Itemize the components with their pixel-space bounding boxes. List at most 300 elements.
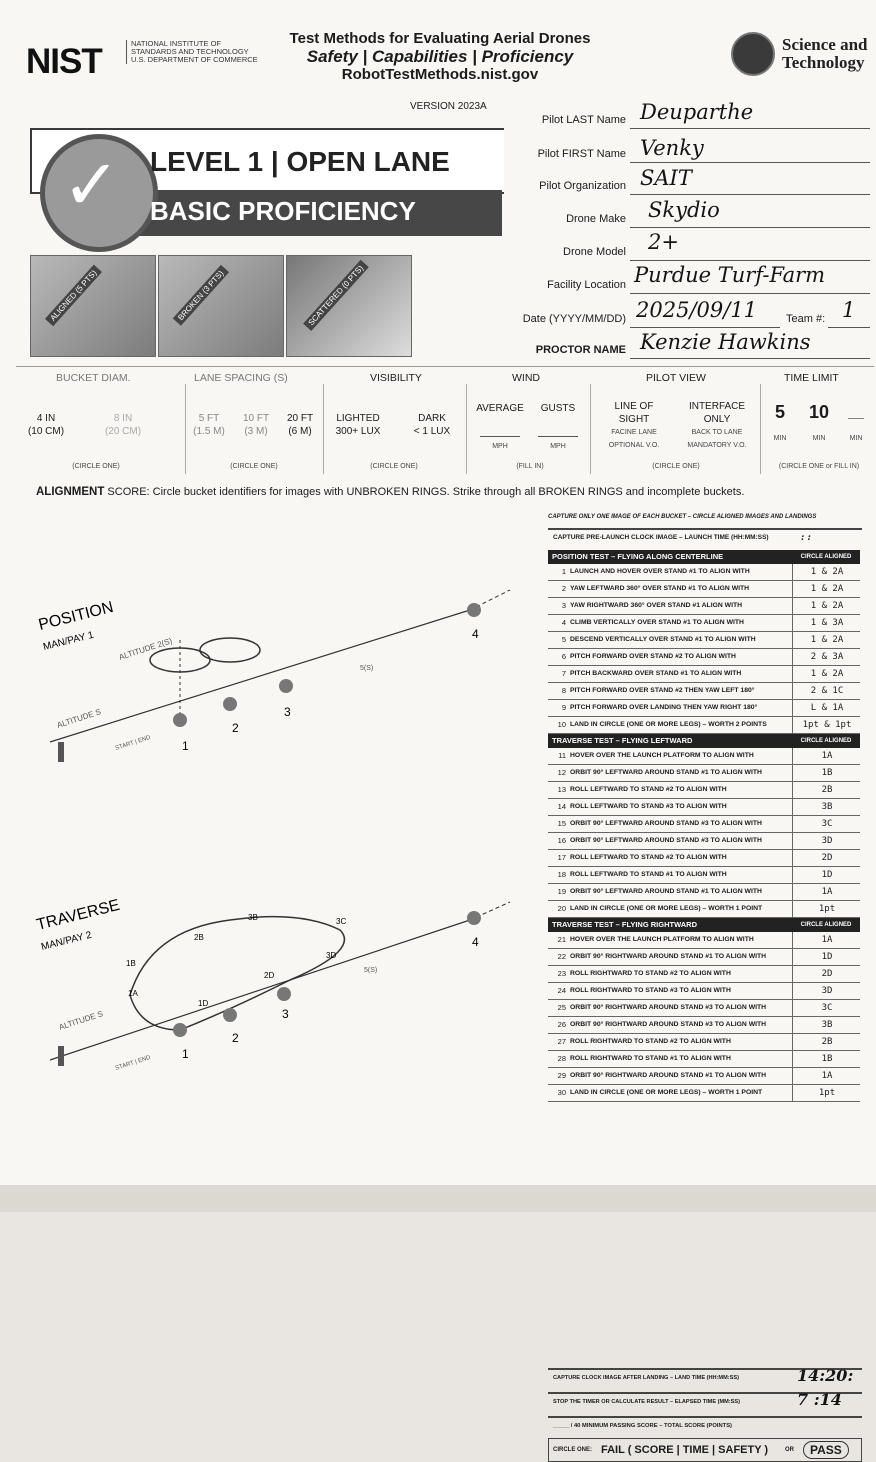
field-label: Drone Make bbox=[566, 213, 626, 225]
elapsed-time-value[interactable]: 7 :14 bbox=[797, 1390, 842, 1409]
opt-line: SIGHT bbox=[618, 414, 650, 425]
row-task: ROLL LEFTWARD TO STAND #3 TO ALIGN WITH bbox=[570, 803, 727, 810]
table-row bbox=[548, 833, 860, 850]
drone-icon bbox=[467, 911, 481, 925]
opt-line: 10 FT bbox=[242, 413, 270, 424]
version-label: VERSION 2023A bbox=[410, 101, 487, 112]
row-alignment-targets[interactable]: 3D bbox=[792, 983, 861, 999]
bucket-opt-8in[interactable] bbox=[98, 412, 148, 438]
opt-line: (20 CM) bbox=[104, 426, 142, 437]
opt-line: 20 FT bbox=[286, 413, 314, 424]
stand-number: 3 bbox=[282, 1007, 289, 1021]
land-time-value[interactable]: 14:20: bbox=[797, 1366, 854, 1385]
table-row bbox=[548, 932, 860, 949]
table-row bbox=[548, 966, 860, 983]
pilot-figure-icon bbox=[58, 1046, 64, 1066]
doc-website: RobotTestMethods.nist.gov bbox=[341, 66, 539, 83]
row-alignment-targets[interactable]: 2 & 1C bbox=[792, 683, 861, 699]
field-line bbox=[828, 327, 870, 328]
section-header bbox=[548, 918, 860, 932]
field-line bbox=[630, 194, 870, 195]
row-number: 27 bbox=[557, 1037, 566, 1046]
opt-line: 8 IN bbox=[113, 413, 133, 424]
row-number: 13 bbox=[557, 785, 566, 794]
row-task: PITCH BACKWARD OVER STAND #1 TO ALIGN WITH bbox=[570, 670, 742, 677]
doc-title: Test Methods for Evaluating Aerial Drones bbox=[289, 30, 591, 47]
opt-line: (1.5 M) bbox=[193, 426, 225, 437]
field-line bbox=[630, 227, 870, 228]
section-right: CIRCLE ALIGNED bbox=[800, 738, 852, 744]
row-alignment-targets[interactable]: 1A bbox=[792, 884, 861, 900]
row-alignment-targets[interactable]: 1D bbox=[792, 949, 861, 965]
team-value[interactable]: 1 bbox=[842, 298, 856, 322]
row-task: ROLL LEFTWARD TO STAND #1 TO ALIGN WITH bbox=[570, 871, 727, 878]
section-title: POSITION TEST – FLYING ALONG CENTERLINE bbox=[552, 552, 724, 561]
field-label: PROCTOR NAME bbox=[535, 344, 626, 356]
table-row bbox=[548, 581, 860, 598]
row-alignment-targets[interactable]: 1 & 2A bbox=[792, 564, 861, 580]
photo-broken bbox=[158, 255, 284, 357]
row-alignment-targets[interactable]: 1 & 2A bbox=[792, 581, 861, 597]
altitude-label: ALTITUDE S bbox=[57, 1009, 105, 1032]
row-task: PITCH FORWARD OVER LANDING THEN YAW RIGHT 180° bbox=[570, 704, 758, 711]
timelimit-title: TIME LIMIT bbox=[780, 372, 843, 384]
stand-number: 3 bbox=[284, 705, 291, 719]
pilotview-opt-los[interactable] bbox=[594, 400, 674, 452]
row-task: LAUNCH AND HOVER OVER STAND #1 TO ALIGN WITH bbox=[570, 568, 750, 575]
proctor-name-value[interactable]: Kenzie Hawkins bbox=[640, 330, 811, 354]
row-number: 28 bbox=[557, 1054, 566, 1063]
table-row bbox=[548, 782, 860, 799]
row-number: 2 bbox=[561, 584, 566, 593]
start-end-label: START | END bbox=[114, 734, 152, 752]
table-row bbox=[548, 983, 860, 1000]
field-label: Facility Location bbox=[547, 279, 626, 291]
alignment-bold: ALIGNMENT bbox=[36, 486, 105, 498]
row-number: 30 bbox=[557, 1088, 566, 1097]
waypoint-label: 1A bbox=[128, 989, 138, 998]
row-task: ROLL LEFTWARD TO STAND #2 TO ALIGN WITH bbox=[570, 854, 727, 861]
row-task: ORBIT 90° LEFTWARD AROUND STAND #3 TO ALIGN WITH bbox=[570, 837, 762, 844]
row-task: ROLL RIGHTWARD TO STAND #1 TO ALIGN WITH bbox=[570, 1055, 731, 1062]
row-number: 22 bbox=[557, 952, 566, 961]
drone-icon bbox=[467, 603, 481, 617]
date-value[interactable]: 2025/09/11 bbox=[636, 298, 758, 322]
unit-min: MIN bbox=[812, 435, 826, 442]
elapsed-label: STOP THE TIMER OR CALCULATE RESULT – ELAPSED TIME (MM:SS) bbox=[553, 1399, 740, 1405]
drone-icon bbox=[223, 1008, 237, 1022]
opt-line: 300+ LUX bbox=[335, 426, 381, 437]
opt-line: MANDATORY V.O. bbox=[687, 442, 747, 449]
row-alignment-targets[interactable]: 1pt bbox=[792, 1085, 861, 1101]
field-line bbox=[630, 293, 870, 294]
row-alignment-targets[interactable]: 1D bbox=[792, 867, 861, 883]
circle-note: (CIRCLE ONE) bbox=[72, 463, 120, 470]
section-right: CIRCLE ALIGNED bbox=[800, 922, 852, 928]
table-row bbox=[548, 1085, 860, 1102]
pilot-last-name-value[interactable]: Deuparthe bbox=[640, 100, 754, 124]
opt-line: INTERFACE bbox=[688, 401, 746, 412]
pilotview-title: PILOT VIEW bbox=[642, 372, 710, 384]
waypoint-label: 2B bbox=[194, 933, 204, 942]
table-row bbox=[548, 765, 860, 782]
row-alignment-targets[interactable]: 1A bbox=[792, 748, 861, 764]
visibility-title: VISIBILITY bbox=[366, 372, 426, 384]
opt-line: FACINE LANE bbox=[611, 429, 657, 436]
row-number: 1 bbox=[561, 567, 566, 576]
divider bbox=[590, 384, 591, 474]
traverse-centerline bbox=[50, 920, 470, 1060]
wind-average-input[interactable] bbox=[480, 436, 520, 437]
stand-number: 1 bbox=[182, 739, 189, 753]
row-number: 8 bbox=[561, 686, 566, 695]
altitude-label: ALTITUDE S bbox=[55, 707, 103, 730]
table-row bbox=[548, 1017, 860, 1034]
table-row bbox=[548, 748, 860, 765]
section-header bbox=[548, 734, 860, 748]
visibility-opt-dark[interactable] bbox=[402, 412, 462, 438]
field-label: Drone Model bbox=[563, 246, 626, 258]
drone-icon bbox=[173, 1023, 187, 1037]
row-alignment-targets[interactable]: 1pt bbox=[792, 901, 861, 917]
pilot-org-value[interactable]: SAIT bbox=[640, 166, 692, 190]
row-task: ROLL RIGHTWARD TO STAND #2 TO ALIGN WITH bbox=[570, 1038, 731, 1045]
time-opt-custom[interactable]: __ bbox=[848, 404, 864, 420]
row-alignment-targets[interactable]: 3B bbox=[792, 1017, 861, 1033]
prelaunch-label: CAPTURE PRE-LAUNCH CLOCK IMAGE – LAUNCH TIME (HH:MM:SS) bbox=[553, 534, 769, 541]
opt-line: BACK TO LANE bbox=[691, 429, 743, 436]
row-number: 19 bbox=[557, 887, 566, 896]
section-right: CIRCLE ALIGNED bbox=[800, 554, 852, 560]
field-line bbox=[630, 358, 870, 359]
opt-line: OPTIONAL V.O. bbox=[608, 442, 660, 449]
row-number: 25 bbox=[557, 1003, 566, 1012]
table-row bbox=[548, 884, 860, 901]
row-number: 9 bbox=[561, 703, 566, 712]
section-title: TRAVERSE TEST – FLYING RIGHTWARD bbox=[552, 920, 698, 929]
scan-background bbox=[0, 1185, 876, 1212]
row-number: 4 bbox=[561, 618, 566, 627]
opt-line: ONLY bbox=[703, 414, 731, 425]
unit-min: MIN bbox=[773, 435, 787, 442]
unit-min: MIN bbox=[849, 435, 863, 442]
section-header bbox=[548, 550, 860, 564]
time-opt-10[interactable]: 10 bbox=[808, 402, 830, 422]
row-task: ROLL RIGHTWARD TO STAND #2 TO ALIGN WITH bbox=[570, 970, 731, 977]
table-row bbox=[548, 717, 860, 734]
drone-icon bbox=[277, 987, 291, 1001]
opt-line: DARK bbox=[418, 413, 446, 424]
row-number: 10 bbox=[557, 720, 566, 729]
nist-logo: NIST bbox=[26, 42, 102, 81]
opt-line: 4 IN bbox=[36, 413, 56, 424]
row-alignment-targets[interactable]: 1 & 2A bbox=[792, 598, 861, 614]
visibility-opt-lighted[interactable] bbox=[328, 412, 388, 438]
row-task: ORBIT 90° RIGHTWARD AROUND STAND #1 TO ALIGN WITH bbox=[570, 1072, 767, 1079]
position-title: POSITION bbox=[36, 598, 116, 634]
header-titles bbox=[270, 30, 610, 84]
traverse-title: TRAVERSE bbox=[34, 896, 122, 934]
wind-average-label: AVERAGE bbox=[476, 403, 524, 414]
result-pass-option[interactable]: PASS bbox=[803, 1441, 849, 1459]
field-line bbox=[630, 162, 870, 163]
lane-opt-5ft[interactable] bbox=[186, 412, 232, 438]
spacing-label: 5(S) bbox=[360, 665, 374, 672]
opt-line: < 1 LUX bbox=[413, 426, 451, 437]
nist-org-line: NATIONAL INSTITUTE OF bbox=[131, 39, 222, 48]
row-number: 7 bbox=[561, 669, 566, 678]
row-number: 3 bbox=[561, 601, 566, 610]
stand-number: 1 bbox=[182, 1047, 189, 1061]
science-technology-text bbox=[782, 36, 867, 72]
section-title: TRAVERSE TEST – FLYING LEFTWARD bbox=[552, 736, 693, 745]
st-line: Science and bbox=[782, 35, 868, 54]
divider bbox=[760, 384, 761, 474]
row-alignment-targets[interactable]: L & 1A bbox=[792, 700, 861, 716]
dhs-seal-icon bbox=[731, 32, 775, 76]
row-task: HOVER OVER THE LAUNCH PLATFORM TO ALIGN WITH bbox=[570, 752, 754, 759]
row-task: YAW LEFTWARD 360° OVER STAND #1 TO ALIGN WITH bbox=[570, 585, 750, 592]
table-row bbox=[548, 615, 860, 632]
launch-time-value[interactable]: : : bbox=[801, 533, 811, 543]
fill-note: (FILL IN) bbox=[516, 463, 544, 470]
row-task: LAND IN CIRCLE (ONE OR MORE LEGS) – WORTH 1 POINT bbox=[570, 905, 763, 912]
lane-opt-10ft[interactable] bbox=[234, 412, 278, 438]
pilotview-opt-interface[interactable] bbox=[676, 400, 758, 452]
fill-note: (CIRCLE ONE or FILL IN) bbox=[778, 463, 860, 470]
row-number: 21 bbox=[557, 935, 566, 944]
row-alignment-targets[interactable]: 2B bbox=[792, 782, 861, 798]
table-row bbox=[548, 867, 860, 884]
drone-make-value[interactable]: Skydio bbox=[648, 198, 720, 222]
result-or: OR bbox=[785, 1447, 794, 1453]
table-row bbox=[548, 1051, 860, 1068]
row-task: ORBIT 90° LEFTWARD AROUND STAND #1 TO ALIGN WITH bbox=[570, 769, 762, 776]
st-line: Technology bbox=[782, 53, 865, 72]
field-label: Pilot Organization bbox=[539, 180, 626, 192]
proficiency-title: BASIC PROFICIENCY bbox=[150, 196, 416, 226]
divider bbox=[466, 384, 467, 474]
photo-scattered bbox=[286, 255, 412, 357]
row-task: ORBIT 90° RIGHTWARD AROUND STAND #3 TO ALIGN WITH bbox=[570, 1004, 767, 1011]
row-task: LAND IN CIRCLE (ONE OR MORE LEGS) – WORTH 1 POINT bbox=[570, 1089, 763, 1096]
total-score-row bbox=[548, 1416, 862, 1429]
waypoint-label: 1D bbox=[198, 999, 209, 1008]
row-task: ORBIT 90° LEFTWARD AROUND STAND #1 TO ALIGN WITH bbox=[570, 888, 762, 895]
result-row bbox=[548, 1438, 862, 1462]
level-title: LEVEL 1 | OPEN LANE bbox=[150, 146, 450, 177]
nist-org-name bbox=[126, 40, 271, 64]
row-number: 11 bbox=[558, 751, 566, 760]
row-number: 5 bbox=[561, 635, 566, 644]
row-alignment-targets[interactable]: 1 & 2A bbox=[792, 666, 861, 682]
opt-line: (3 M) bbox=[244, 426, 268, 437]
stand-number: 4 bbox=[472, 935, 479, 949]
stand-number: 2 bbox=[232, 1031, 239, 1045]
table-row bbox=[548, 649, 860, 666]
divider bbox=[323, 384, 324, 474]
row-alignment-targets[interactable]: 1 & 2A bbox=[792, 632, 861, 648]
table-row bbox=[548, 949, 860, 966]
lane-opt-20ft[interactable] bbox=[278, 412, 322, 438]
nist-org-line: STANDARDS AND TECHNOLOGY bbox=[131, 47, 249, 56]
opt-line: (6 M) bbox=[288, 426, 312, 437]
row-alignment-targets[interactable]: 2D bbox=[792, 850, 861, 866]
row-task: PITCH FORWARD OVER STAND #2 TO ALIGN WITH bbox=[570, 653, 736, 660]
table-row bbox=[548, 598, 860, 615]
table-row bbox=[548, 1000, 860, 1017]
opt-line: LIGHTED bbox=[336, 413, 380, 424]
time-opt-5[interactable]: 5 bbox=[774, 402, 785, 422]
result-prefix: CIRCLE ONE: bbox=[553, 1447, 592, 1453]
checkmark-icon: ✓ bbox=[62, 146, 121, 224]
photo-aligned bbox=[30, 255, 156, 357]
row-number: 29 bbox=[557, 1071, 566, 1080]
table-row bbox=[548, 901, 860, 918]
spacing-label: 5(S) bbox=[364, 967, 378, 974]
row-alignment-targets[interactable]: 3C bbox=[792, 1000, 861, 1016]
altitude-label: ALTITUDE 2(S) bbox=[117, 636, 174, 662]
row-alignment-targets[interactable]: 1B bbox=[792, 1051, 861, 1067]
table-row bbox=[548, 666, 860, 683]
prelaunch-row bbox=[548, 528, 862, 543]
row-number: 6 bbox=[561, 652, 566, 661]
lane-title: LANE SPACING (S) bbox=[190, 372, 292, 384]
photo-label: SCATTERED (0 PTS) bbox=[303, 260, 368, 331]
row-number: 15 bbox=[557, 819, 566, 828]
row-number: 17 bbox=[557, 853, 566, 862]
row-task: ORBIT 90° RIGHTWARD AROUND STAND #1 TO ALIGN WITH bbox=[570, 953, 767, 960]
row-alignment-targets[interactable]: 2 & 3A bbox=[792, 649, 861, 665]
row-alignment-targets[interactable]: 3C bbox=[792, 816, 861, 832]
field-label: Pilot FIRST Name bbox=[537, 148, 626, 160]
row-alignment-targets[interactable]: 1B bbox=[792, 765, 861, 781]
row-task: CLIMB VERTICALLY OVER STAND #1 TO ALIGN WITH bbox=[570, 619, 744, 626]
nist-org-line: U.S. DEPARTMENT OF COMMERCE bbox=[131, 55, 258, 64]
stand-number: 2 bbox=[232, 721, 239, 735]
elapsed-row bbox=[548, 1390, 862, 1409]
row-number: 24 bbox=[557, 986, 566, 995]
wind-title: WIND bbox=[508, 372, 544, 384]
photo-label: ALIGNED (5 PTS) bbox=[45, 265, 102, 327]
position-sub: MAN/PAY 1 bbox=[42, 629, 95, 653]
field-line bbox=[630, 327, 780, 328]
wind-gusts-input[interactable] bbox=[538, 436, 578, 437]
photo-label: BROKEN (3 PTS) bbox=[173, 265, 229, 326]
opt-line: LINE OF bbox=[614, 401, 654, 412]
circle-note: (CIRCLE ONE) bbox=[230, 463, 278, 470]
field-label: Pilot LAST Name bbox=[541, 114, 626, 126]
position-centerline bbox=[50, 610, 470, 742]
bucket-opt-4in[interactable] bbox=[26, 412, 66, 438]
row-alignment-targets[interactable]: 1A bbox=[792, 932, 861, 948]
table-row bbox=[548, 799, 860, 816]
table-row bbox=[548, 683, 860, 700]
row-task: YAW RIGHTWARD 360° OVER STAND #1 ALIGN WITH bbox=[570, 602, 743, 609]
row-task: ORBIT 90° LEFTWARD AROUND STAND #3 TO ALIGN WITH bbox=[570, 820, 762, 827]
drone-model-value[interactable]: 2+ bbox=[648, 230, 679, 254]
waypoint-label: 2D bbox=[264, 971, 275, 980]
row-task: ROLL RIGHTWARD TO STAND #3 TO ALIGN WITH bbox=[570, 987, 731, 994]
facility-location-value[interactable]: Purdue Turf-Farm bbox=[634, 263, 826, 287]
waypoint-label: 3C bbox=[336, 917, 347, 926]
row-task: DESCEND VERTICALLY OVER STAND #1 TO ALIGN WITH bbox=[570, 636, 756, 643]
pilot-figure-icon bbox=[58, 742, 64, 762]
yaw-loop bbox=[200, 638, 260, 662]
row-alignment-targets[interactable]: 3B bbox=[792, 799, 861, 815]
table-row bbox=[548, 564, 860, 581]
row-task: ROLL LEFTWARD TO STAND #2 TO ALIGN WITH bbox=[570, 786, 727, 793]
circle-note: (CIRCLE ONE) bbox=[652, 463, 700, 470]
opt-line: 5 FT bbox=[198, 413, 220, 424]
unit-mph: MPH bbox=[550, 443, 566, 450]
row-number: 16 bbox=[557, 836, 566, 845]
result-fail-option[interactable]: FAIL ( SCORE | TIME | SAFETY ) bbox=[601, 1444, 769, 1456]
table-row bbox=[548, 1068, 860, 1085]
row-number: 18 bbox=[557, 870, 566, 879]
field-line bbox=[630, 260, 870, 261]
wind-gusts-label: GUSTS bbox=[540, 403, 576, 414]
row-alignment-targets[interactable]: 1pt & 1pt bbox=[792, 717, 861, 733]
circle-note: (CIRCLE ONE) bbox=[370, 463, 418, 470]
table-row bbox=[548, 816, 860, 833]
traverse-orbit-path bbox=[130, 917, 347, 1030]
table-row bbox=[548, 632, 860, 649]
drone-icon bbox=[173, 713, 187, 727]
field-line bbox=[630, 128, 870, 129]
traverse-sub: MAN/PAY 2 bbox=[40, 929, 93, 953]
row-alignment-targets[interactable]: 1A bbox=[792, 1068, 861, 1084]
drone-icon bbox=[223, 697, 237, 711]
stand-number: 4 bbox=[472, 627, 479, 641]
landing-row bbox=[548, 1366, 862, 1385]
start-end-label: START | END bbox=[114, 1054, 152, 1072]
row-alignment-targets[interactable]: 2B bbox=[792, 1034, 861, 1050]
unit-mph: MPH bbox=[492, 443, 508, 450]
row-number: 23 bbox=[557, 969, 566, 978]
opt-line: (10 CM) bbox=[27, 426, 65, 437]
row-task: LAND IN CIRCLE (ONE OR MORE LEGS) – WORTH 2 POINTS bbox=[570, 721, 767, 728]
row-number: 14 bbox=[557, 802, 566, 811]
row-alignment-targets[interactable]: 2D bbox=[792, 966, 861, 982]
landing-label: CAPTURE CLOCK IMAGE AFTER LANDING – LAND TIME (HH:MM:SS) bbox=[553, 1375, 739, 1381]
table-note: CAPTURE ONLY ONE IMAGE OF EACH BUCKET – CIRCLE ALIGNED IMAGES AND LANDINGS bbox=[548, 514, 817, 520]
waypoint-label: 3D bbox=[326, 951, 337, 960]
waypoint-label: 1B bbox=[126, 959, 136, 968]
alignment-instructions bbox=[36, 486, 744, 498]
alignment-text: SCORE: Circle bucket identifiers for images with UNBROKEN RINGS. Strike through all BROKEN RINGS and incomplete buckets. bbox=[104, 486, 745, 498]
row-number: 26 bbox=[557, 1020, 566, 1029]
row-task: HOVER OVER THE LAUNCH PLATFORM TO ALIGN WITH bbox=[570, 936, 754, 943]
table-row bbox=[548, 850, 860, 867]
row-task: ORBIT 90° RIGHTWARD AROUND STAND #3 TO ALIGN WITH bbox=[570, 1021, 767, 1028]
table-row bbox=[548, 700, 860, 717]
table-row bbox=[548, 1034, 860, 1051]
bucket-title: BUCKET DIAM. bbox=[52, 372, 134, 384]
score-label: _____ / 40 MINIMUM PASSING SCORE – TOTAL SCORE (POINTS) bbox=[553, 1423, 732, 1429]
row-task: PITCH FORWARD OVER STAND #2 THEN YAW LEFT 180° bbox=[570, 687, 755, 694]
row-number: 12 bbox=[557, 768, 566, 777]
flight-diagrams bbox=[30, 510, 540, 1170]
doc-subtitle: Safety | Capabilities | Proficiency bbox=[306, 47, 574, 66]
row-alignment-targets[interactable]: 1 & 3A bbox=[792, 615, 861, 631]
field-label: Date (YYYY/MM/DD) bbox=[522, 313, 626, 325]
pilot-first-name-value[interactable]: Venky bbox=[640, 136, 704, 160]
row-alignment-targets[interactable]: 3D bbox=[792, 833, 861, 849]
drone-icon bbox=[279, 679, 293, 693]
row-number: 20 bbox=[557, 904, 566, 913]
team-label: Team #: bbox=[786, 313, 826, 325]
